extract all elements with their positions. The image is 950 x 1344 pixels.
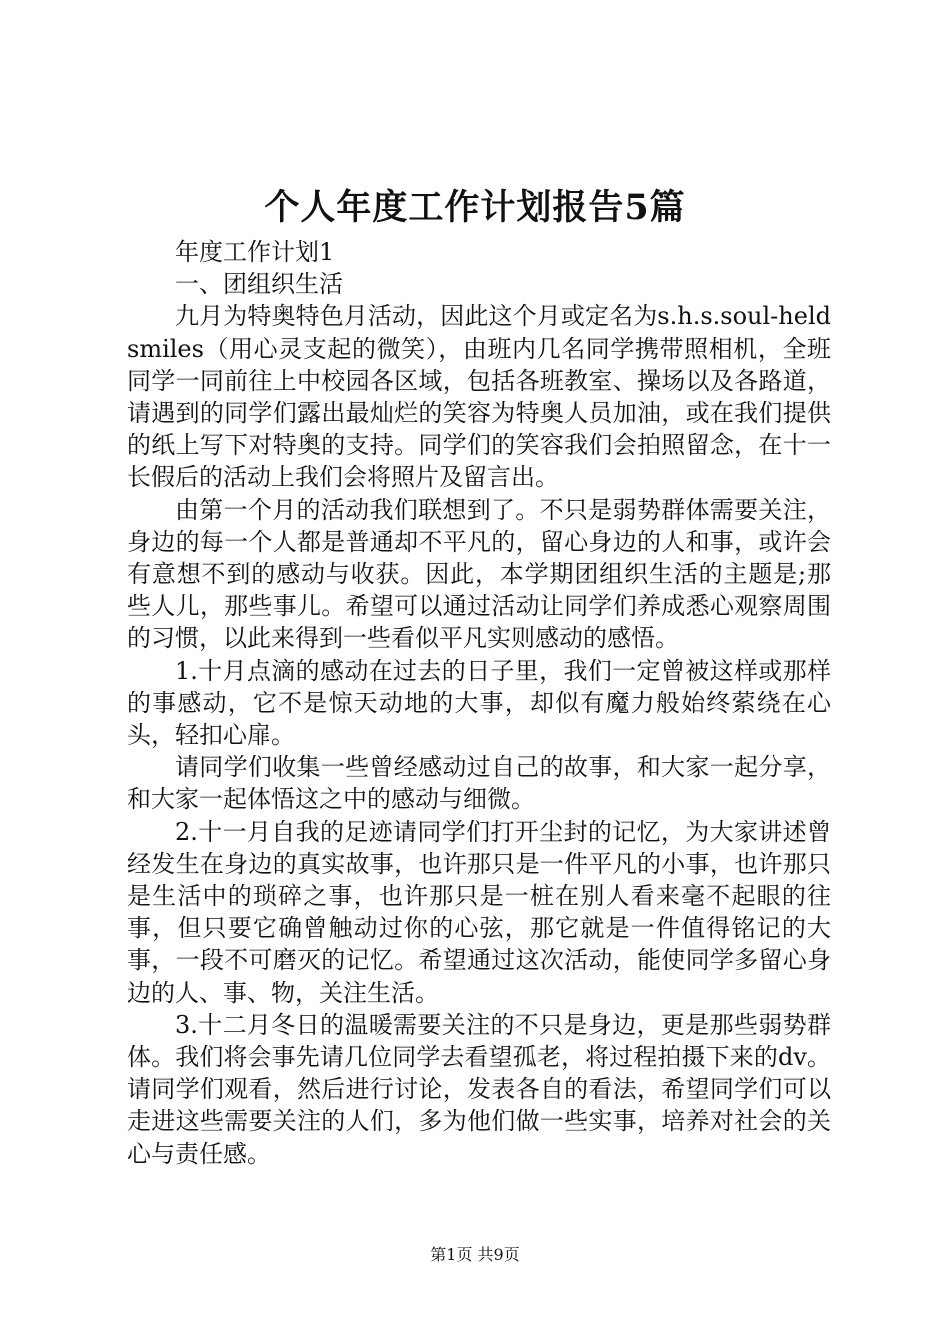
page-number-footer: 第1页 共9页 [430,1245,520,1264]
paragraph-december: 3.十二月冬日的温暖需要关注的不只是身边，更是那些弱势群体。我们将会事先请几位同学去看望孤老，将过程拍摄下来的dv。请同学们观看，然后进行讨论，发表各自的看法，希望同学们可以走进这些需要关注的人们，多为他们做一些实事，培养对社会的关心与责任感。 [127,1010,831,1168]
document-title: 个人年度工作计划报告5篇 [264,187,686,228]
document-body [127,236,831,1170]
section-heading-league-life: 一、团组织生活 [175,270,343,299]
paragraph-november: 2.十一月自我的足迹请同学们打开尘封的记忆，为大家讲述曾经发生在身边的真实故事，也许那只是一件平凡的小事，也许那只是生活中的琐碎之事，也许那只是一桩在别人看来毫不起眼的往事，但只要它确曾触动过你的心弦，那它就是一件值得铭记的大事，一段不可磨灭的记忆。希望通过这次活动，能使同学多留心身边的人、事、物，关注生活。 [127,817,831,1007]
paragraph-share-stories: 请同学们收集一些曾经感动过自己的故事，和大家一起分享，和大家一起体悟这之中的感动与细微。 [127,753,831,814]
paragraph-theme: 由第一个月的活动我们联想到了。不只是弱势群体需要关注，身边的每一个人都是普通却不平凡的，留心身边的人和事，或许会有意想不到的感动与收获。因此，本学期团组织生活的主题是;那些人儿，那些事儿。希望可以通过活动让同学们养成悉心观察周围的习惯，以此来得到一些看似平凡实则感动的感悟。 [127,495,831,653]
paragraph-september: 九月为特奥特色月活动，因此这个月或定名为s.h.s.soul-heldsmiles（用心灵支起的微笑），由班内几名同学携带照相机，全班同学一同前往上中校园各区域，包括各班教室、操场以及各路道，请遇到的同学们露出最灿烂的笑容为特奥人员加油，或在我们提供的纸上写下对特奥的支持。同学们的笑容我们会拍照留念，在十一长假后的活动上我们会将照片及留言出。 [127,302,831,492]
section-heading-plan: 年度工作计划1 [175,238,335,266]
paragraph-october: 1.十月点滴的感动在过去的日子里，我们一定曾被这样或那样的事感动，它不是惊天动地的大事，却似有魔力般始终萦绕在心头，轻扣心扉。 [127,656,831,750]
